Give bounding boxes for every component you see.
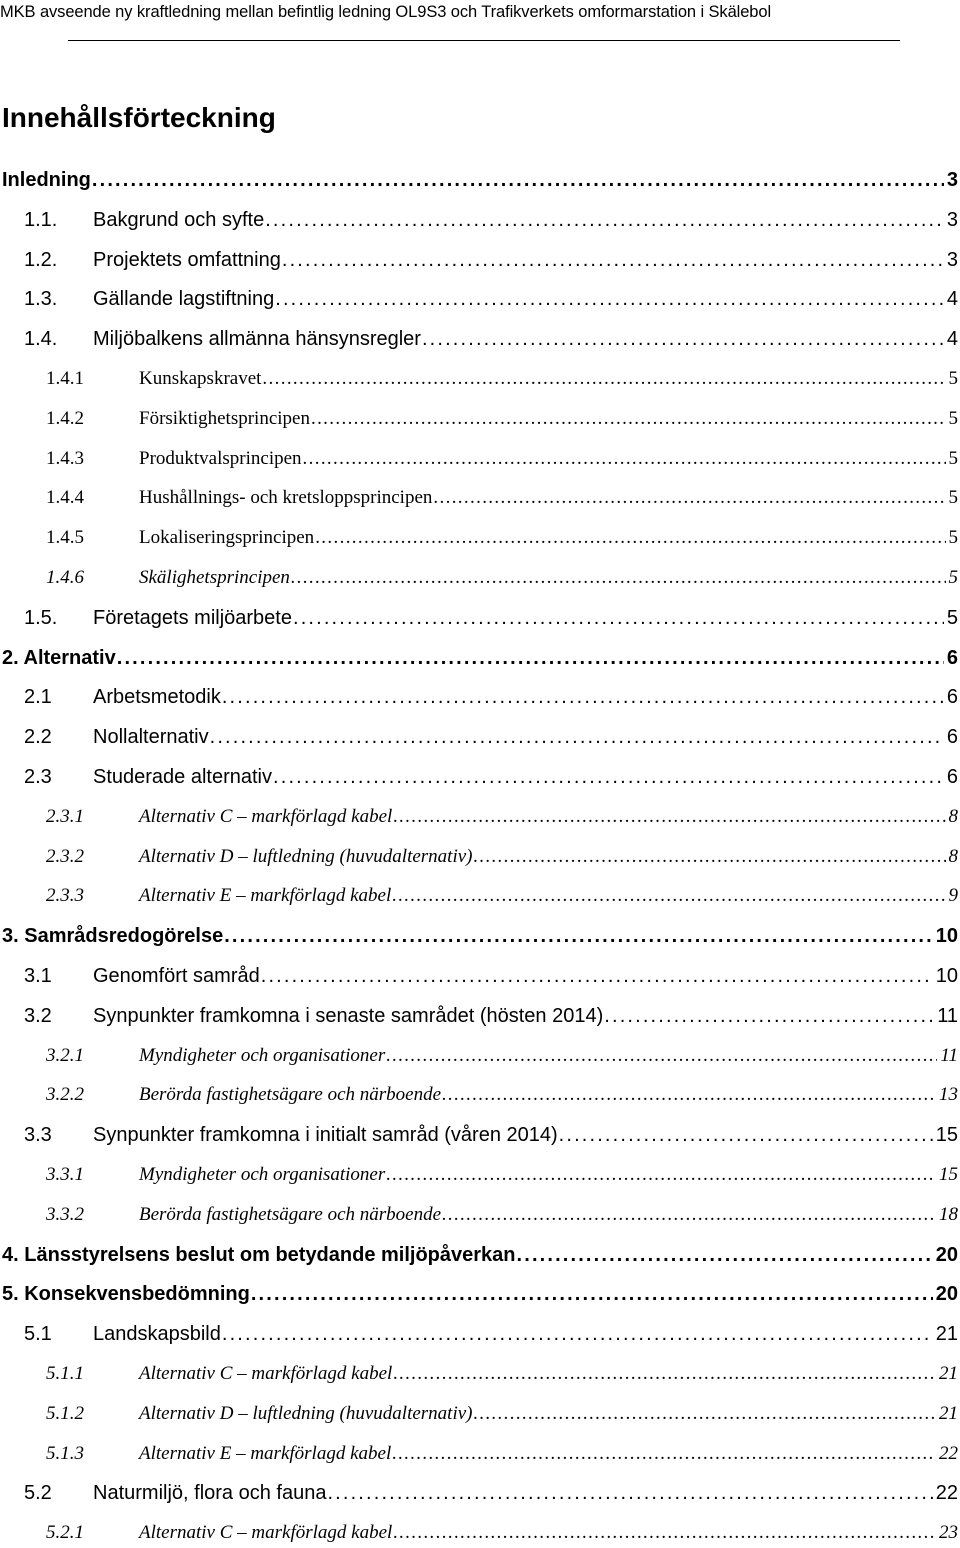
toc-entry-number: 5.1.1 (46, 1359, 84, 1389)
toc-entry-page: 22 (936, 1478, 960, 1508)
toc-entry-page: 21 (939, 1399, 960, 1429)
toc-entry-label: Hushållnings- och kretsloppsprincipen (139, 483, 432, 513)
toc-entry-number: 3.2.1 (46, 1041, 84, 1071)
toc-entry[interactable] (0, 1279, 960, 1309)
toc-entry-label: Bakgrund och syfte (93, 205, 264, 235)
toc-entry-label: Synpunkter framkomna i initialt samråd (våren 2014) (93, 1120, 558, 1150)
toc-entry-label: Berörda fastighetsägare och närboende (139, 1080, 441, 1110)
toc-entry-label: Projektets omfattning (93, 245, 281, 275)
toc-dot-leader (393, 1359, 936, 1389)
toc-entry-page: 6 (947, 762, 960, 792)
toc-entry-page: 6 (947, 722, 960, 752)
toc-entry-label: Alternativ C – markförlagd kabel (139, 1359, 392, 1389)
toc-entry-number: 5.1.2 (46, 1399, 84, 1429)
toc-entry-page: 15 (939, 1160, 960, 1190)
toc-entry-page: 4 (947, 324, 960, 354)
toc-dot-leader (393, 802, 945, 832)
toc-entry-page: 23 (939, 1518, 960, 1548)
toc-dot-leader (222, 1319, 933, 1349)
toc-dot-leader (559, 1120, 933, 1150)
toc-entry[interactable] (0, 1200, 960, 1230)
toc-entry-number: 3.3.1 (46, 1160, 84, 1190)
toc-entry-page: 5 (949, 364, 960, 394)
toc-entry-page: 8 (949, 802, 960, 832)
toc-entry-page: 11 (937, 1001, 960, 1031)
toc-entry-number: 3.2 (24, 1001, 52, 1031)
toc-entry-label: Myndigheter och organisationer (139, 1041, 385, 1071)
toc-dot-leader (386, 1160, 936, 1190)
toc-entry-label: Berörda fastighetsägare och närboende (139, 1200, 441, 1230)
toc-entry[interactable] (0, 284, 960, 314)
toc-entry-label: Alternativ C – markförlagd kabel (139, 802, 392, 832)
toc-entry-label: Myndigheter och organisationer (139, 1160, 385, 1190)
toc-entry-page: 6 (947, 682, 960, 712)
toc-dot-leader (210, 722, 944, 752)
toc-entry-number: 1.4.1 (46, 364, 84, 394)
toc-entry-page: 20 (936, 1279, 960, 1309)
toc-entry-number: 2.3.2 (46, 842, 84, 872)
toc-entry-page: 18 (939, 1200, 960, 1230)
toc-entry-label: Alternativ C – markförlagd kabel (139, 1518, 392, 1548)
toc-entry[interactable] (0, 842, 960, 872)
toc-dot-leader (392, 1439, 936, 1469)
toc-entry-label: 5. Konsekvensbedömning (2, 1279, 250, 1309)
toc-entry-number: 1.4.6 (46, 563, 84, 593)
toc-entry-number: 1.1. (24, 205, 57, 235)
toc-entry-number: 2.1 (24, 682, 52, 712)
toc-entry-page: 5 (949, 404, 960, 434)
toc-entry[interactable] (0, 523, 960, 553)
toc-entry-number: 3.3 (24, 1120, 52, 1150)
running-header: MKB avseende ny kraftledning mellan befintlig ledning OL9S3 och Trafikverkets omformarstation i Skälebol (0, 0, 960, 24)
toc-entry[interactable] (0, 324, 960, 354)
toc-entry-label: Genomfört samråd (93, 961, 260, 991)
toc-entry-page: 5 (949, 483, 960, 513)
toc-entry-number: 1.4.3 (46, 444, 84, 474)
toc-entry-number: 1.5. (24, 603, 57, 633)
toc-entry-label: Landskapsbild (93, 1319, 221, 1349)
toc-dot-leader (386, 1041, 937, 1071)
toc-entry-number: 5.2 (24, 1478, 52, 1508)
toc-entry-page: 11 (940, 1041, 960, 1071)
toc-dot-leader (604, 1001, 934, 1031)
toc-entry[interactable] (0, 1319, 960, 1349)
toc-entry-page: 5 (947, 603, 960, 633)
toc-entry[interactable] (0, 881, 960, 911)
toc-dot-leader (474, 842, 946, 872)
toc-dot-leader (275, 284, 944, 314)
toc-entry-number: 3.2.2 (46, 1080, 84, 1110)
toc-entry-label: 4. Länsstyrelsens beslut om betydande miljöpåverkan (2, 1240, 516, 1270)
toc-entry-page: 5 (949, 444, 960, 474)
toc-dot-leader (262, 364, 945, 394)
toc-entry[interactable] (0, 1120, 960, 1150)
toc-entry[interactable] (0, 1240, 960, 1270)
toc-entry[interactable] (0, 483, 960, 513)
toc-entry-label: Alternativ D – luftledning (huvudalternativ) (139, 1399, 473, 1429)
toc-entry-page: 3 (947, 205, 960, 235)
toc-entry-number: 1.4. (24, 324, 57, 354)
toc-entry-number: 5.1 (24, 1319, 52, 1349)
toc-entry-label: Företagets miljöarbete (93, 603, 292, 633)
toc-entry-page: 4 (947, 284, 960, 314)
toc-entry-number: 2.3.3 (46, 881, 84, 911)
toc-entry[interactable] (0, 762, 960, 792)
toc-entry-page: 10 (936, 921, 960, 951)
toc-dot-leader (92, 165, 944, 195)
toc-entry-number: 5.2.1 (46, 1518, 84, 1548)
toc-entry[interactable] (0, 961, 960, 991)
toc-entry-page: 5 (949, 563, 960, 593)
toc-dot-leader (315, 523, 945, 553)
toc-entry-number: 1.4.4 (46, 483, 84, 513)
toc-dot-leader (303, 444, 946, 474)
toc-entry-label: Alternativ D – luftledning (huvudalternativ) (139, 842, 473, 872)
toc-dot-leader (261, 961, 933, 991)
toc-entry[interactable] (0, 1160, 960, 1190)
toc-entry-number: 3.1 (24, 961, 52, 991)
toc-entry-label: Alternativ E – markförlagd kabel (139, 881, 391, 911)
toc-entry-number: 1.3. (24, 284, 57, 314)
toc-entry[interactable] (0, 1478, 960, 1508)
toc-entry[interactable] (0, 444, 960, 474)
toc-entry-label: Arbetsmetodik (93, 682, 221, 712)
toc-entry[interactable] (0, 1518, 960, 1548)
toc-entry-page: 22 (939, 1439, 960, 1469)
toc-entry[interactable] (0, 921, 960, 951)
toc-entry-page: 21 (939, 1359, 960, 1389)
toc-dot-leader (251, 1279, 933, 1309)
toc-entry-label: Synpunkter framkomna i senaste samrådet (hösten 2014) (93, 1001, 603, 1031)
toc-entry-label: Produktvalsprincipen (139, 444, 302, 474)
toc-entry-number: 1.4.2 (46, 404, 84, 434)
toc-entry-label: Alternativ E – markförlagd kabel (139, 1439, 391, 1469)
toc-entry-number: 2.3 (24, 762, 52, 792)
toc-entry-label: Inledning (2, 165, 91, 195)
toc-entry-page: 20 (936, 1240, 960, 1270)
toc-dot-leader (392, 881, 945, 911)
toc-dot-leader (327, 1478, 932, 1508)
toc-dot-leader (442, 1080, 936, 1110)
toc-entry-page: 15 (936, 1120, 960, 1150)
toc-entry-number: 3.3.2 (46, 1200, 84, 1230)
toc-entry-label: Naturmiljö, flora och fauna (93, 1478, 326, 1508)
toc-entry-label: 2. Alternativ (2, 643, 116, 673)
toc-entry[interactable] (0, 205, 960, 235)
toc-entry[interactable] (0, 165, 960, 195)
toc-entry-label: Lokaliseringsprincipen (139, 523, 314, 553)
toc-dot-leader (442, 1200, 936, 1230)
toc-entry-page: 5 (949, 523, 960, 553)
toc-entry-label: 3. Samrådsredogörelse (2, 921, 223, 951)
toc-dot-leader (273, 762, 944, 792)
toc-entry[interactable] (0, 682, 960, 712)
toc-entry-page: 9 (949, 881, 960, 911)
toc-entry-label: Försiktighetsprincipen (139, 404, 310, 434)
toc-entry[interactable] (0, 1359, 960, 1389)
toc-dot-leader (433, 483, 945, 513)
toc-entry[interactable] (0, 722, 960, 752)
toc-entry[interactable] (0, 245, 960, 275)
toc-entry-number: 5.1.3 (46, 1439, 84, 1469)
toc-dot-leader (517, 1240, 933, 1270)
toc-dot-leader (293, 603, 944, 633)
toc-entry-page: 13 (939, 1080, 960, 1110)
toc-entry-number: 1.2. (24, 245, 57, 275)
toc-entry[interactable] (0, 1439, 960, 1469)
toc-dot-leader (422, 324, 944, 354)
toc-entry[interactable] (0, 1399, 960, 1429)
toc-entry-number: 1.4.5 (46, 523, 84, 553)
toc-title: Innehållsförteckning (2, 100, 276, 136)
toc-entry[interactable] (0, 364, 960, 394)
toc-entry[interactable] (0, 802, 960, 832)
toc-entry-label: Nollalternativ (93, 722, 209, 752)
toc-entry-page: 21 (936, 1319, 960, 1349)
toc-dot-leader (474, 1399, 937, 1429)
toc-entry-page: 3 (947, 245, 960, 275)
toc-entry-page: 10 (936, 961, 960, 991)
toc-entry-page: 8 (949, 842, 960, 872)
toc-dot-leader (311, 404, 946, 434)
toc-dot-leader (265, 205, 944, 235)
toc-dot-leader (224, 921, 933, 951)
toc-entry[interactable] (0, 1001, 960, 1031)
toc-entry[interactable] (0, 1041, 960, 1071)
toc-entry-label: Gällande lagstiftning (93, 284, 274, 314)
toc-dot-leader (282, 245, 944, 275)
toc-entry-number: 2.2 (24, 722, 52, 752)
toc-entry-label: Kunskapskravet (139, 364, 261, 394)
toc-entry[interactable] (0, 643, 960, 673)
toc-entry-label: Miljöbalkens allmänna hänsynsregler (93, 324, 421, 354)
toc-entry[interactable] (0, 603, 960, 633)
toc-entry-label: Skälighetsprincipen (139, 563, 290, 593)
toc-entry-label: Studerade alternativ (93, 762, 272, 792)
toc-entry[interactable] (0, 404, 960, 434)
toc-dot-leader (393, 1518, 936, 1548)
toc-entry-page: 6 (947, 643, 960, 673)
toc-entry-page: 3 (947, 165, 960, 195)
toc-entry[interactable] (0, 1080, 960, 1110)
toc-dot-leader (222, 682, 944, 712)
toc-entry[interactable] (0, 563, 960, 593)
toc-dot-leader (117, 643, 944, 673)
toc-entry-number: 2.3.1 (46, 802, 84, 832)
toc-dot-leader (291, 563, 946, 593)
